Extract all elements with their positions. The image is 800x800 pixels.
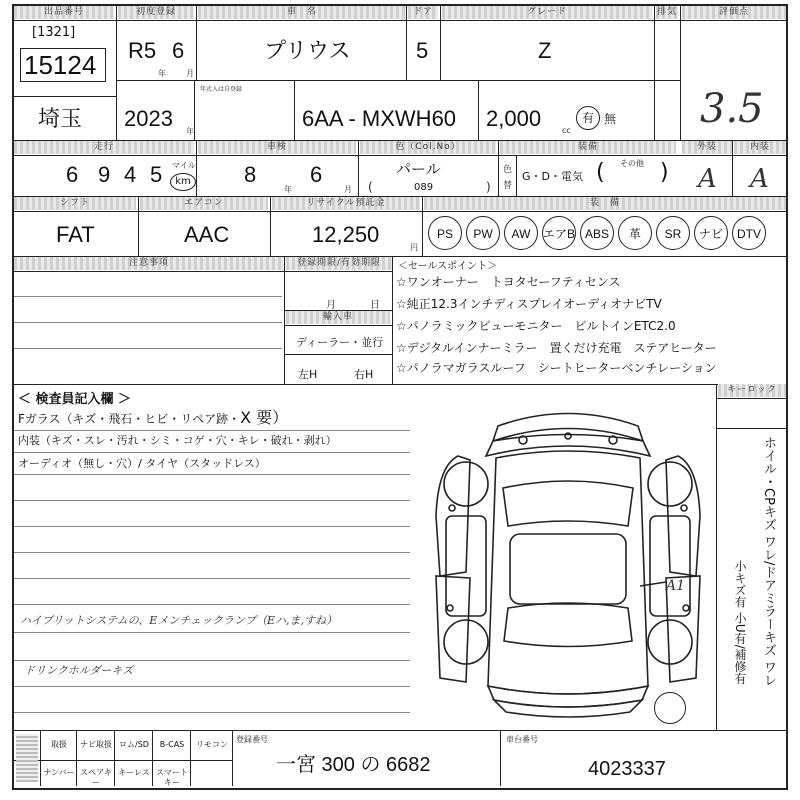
car-damage-diagram	[418, 396, 718, 726]
model-code: 6AA - MXWH60	[302, 106, 457, 131]
mileage-digit-4: 5	[150, 162, 163, 187]
lot-code: [1321]	[32, 25, 76, 40]
exterior-score: A	[698, 164, 717, 194]
bottom-cell-spare-key: スペアキー	[80, 768, 112, 787]
grade: Z	[538, 38, 552, 63]
header-door: ドア	[408, 6, 438, 19]
sales-point-3: ☆パノラミックビューモニター ビルトインETC2.0	[396, 319, 676, 333]
header-shift-type: シフト	[14, 197, 136, 210]
fuel-cap-circle	[654, 692, 686, 724]
lot-number: 15124	[24, 50, 97, 80]
prefecture: 埼玉	[38, 106, 83, 131]
header-score: 評価点	[682, 6, 786, 19]
inspector-title: ＜ 検査員記入欄 ＞	[18, 392, 132, 407]
sales-point-5: ☆パノラマガラスルーフ シートヒーターベンチレーション	[396, 361, 717, 375]
era: R5	[128, 38, 157, 63]
equip-pw: PW	[466, 216, 500, 250]
overall-score: 3.5	[700, 86, 764, 132]
km-unit: km	[170, 173, 196, 191]
equip-abs: ABS	[580, 216, 614, 250]
equip-navi: ナビ	[694, 216, 728, 250]
header-registration: 初度登録	[118, 6, 194, 19]
mileage-digit-1: 6	[66, 162, 79, 187]
inspector-line-interior: 内装（キズ・スレ・汚れ・シミ・コゲ・穴・キレ・破れ・剥れ）	[18, 434, 337, 447]
bottom-cell-bcas: B-CAS	[159, 740, 185, 749]
turbo-no: 無	[604, 112, 617, 126]
bottom-cell-keyless: キーレス	[118, 768, 150, 777]
handwritten-note-2: ドリンクホルダーキズ	[24, 664, 134, 677]
left-hand-drive: 左H	[298, 368, 318, 381]
mileage-digit-3: 4	[124, 162, 137, 187]
header-inspection: 車検	[198, 141, 356, 154]
inspection-month: 6	[310, 162, 323, 187]
sales-point-2: ☆純正12.3インチディスプレイオーディオナビTV	[396, 297, 662, 311]
equip-dtv: DTV	[732, 216, 766, 250]
interior-score: A	[750, 164, 769, 194]
header-interior: 内装	[734, 141, 786, 154]
header-shift: 排気	[656, 7, 677, 17]
header-import: 輸入車	[286, 311, 390, 324]
color-name: パール	[396, 160, 441, 178]
chassis-header: 車台番号	[506, 735, 538, 744]
bottom-cell-remote: リモコン	[196, 740, 228, 749]
sales-point-4: ☆デジタルインナーミラー 置くだけ充電 ステアヒーター	[396, 341, 717, 355]
legend-damage-levels: 小キズ有 小U有/補修有	[733, 560, 747, 685]
header-mileage: 走行	[14, 141, 194, 154]
plate-header: 登録番号	[236, 735, 268, 744]
equip-leather: 革	[618, 216, 652, 250]
license-plate: 一宮 300 の 6682	[276, 754, 431, 776]
handwritten-note-1: ハイブリットシステムの、Eメンチェックランプ（Eハ,ま,すね）	[20, 614, 337, 627]
header-color: 色（Col.No）	[360, 141, 496, 154]
mileage-digit-2: 9	[98, 162, 111, 187]
header-notes: 注意事項	[14, 257, 284, 270]
damage-mark: A1	[666, 578, 686, 594]
sales-point-1: ☆ワンオーナー トヨタセーフティセンス	[396, 275, 621, 289]
header-exterior: 外装	[682, 141, 732, 154]
aircon-value: AAC	[184, 222, 230, 247]
header-recycle: リサイクル預託金	[272, 197, 420, 210]
header-registration-period: 登録期限/有効期限	[286, 257, 392, 270]
header-grade: グレード	[442, 6, 652, 19]
header-car-name: 車 名	[198, 6, 406, 19]
shift-value: FAT	[56, 222, 95, 247]
header-sales-points: ＜セールスポイント＞	[398, 261, 498, 272]
inspection-year: 8	[244, 162, 257, 187]
bottom-cell-navi: ナビ取扱	[80, 740, 112, 749]
header-equipment: 装 備	[424, 197, 786, 210]
bottom-cell-smart-key: スマートキー	[156, 768, 188, 787]
bottom-cell-rom: ロム/SD	[119, 740, 149, 749]
model-year: 2023	[124, 106, 173, 131]
bottom-cell-handling: 取扱	[51, 740, 67, 749]
reg-month: 6	[172, 38, 185, 63]
displacement: 2,000	[486, 106, 542, 131]
header-fuel: 装備	[500, 141, 676, 154]
right-hand-drive: 右H	[354, 368, 374, 381]
equip-aw: AW	[504, 216, 538, 250]
door-count: 5	[416, 38, 429, 63]
header-aircon: エアコン	[140, 197, 268, 210]
bottom-cell-plate: ナンバー	[43, 768, 75, 777]
dealer-parallel: ディーラー・並行	[296, 336, 384, 349]
inspector-line-glass: Fガラス（キズ・飛石・ヒビ・リペア跡・X 要）	[18, 408, 289, 427]
equip-airbag: エアB	[542, 216, 576, 250]
color-number: 089	[414, 182, 434, 193]
turbo-yes: 有	[576, 106, 600, 130]
key-lock-header: キーロック	[718, 384, 786, 397]
recycle-fee: 12,250	[312, 222, 380, 247]
legend-damage-codes: ホイル・CPキズ ワレ/ドアミラーキズ ワレ	[761, 436, 776, 687]
inspector-line-audio: オーディオ（無し・穴）/ タイヤ（スタッドレス）	[18, 457, 266, 470]
car-name: プリウス	[264, 38, 351, 63]
equip-sunroof: SR	[656, 216, 690, 250]
equip-ps: PS	[428, 216, 462, 250]
fuel-type: G・D・電気	[522, 170, 583, 183]
chassis-number: 4023337	[588, 758, 666, 780]
header-lot: 出品番号	[14, 6, 114, 19]
